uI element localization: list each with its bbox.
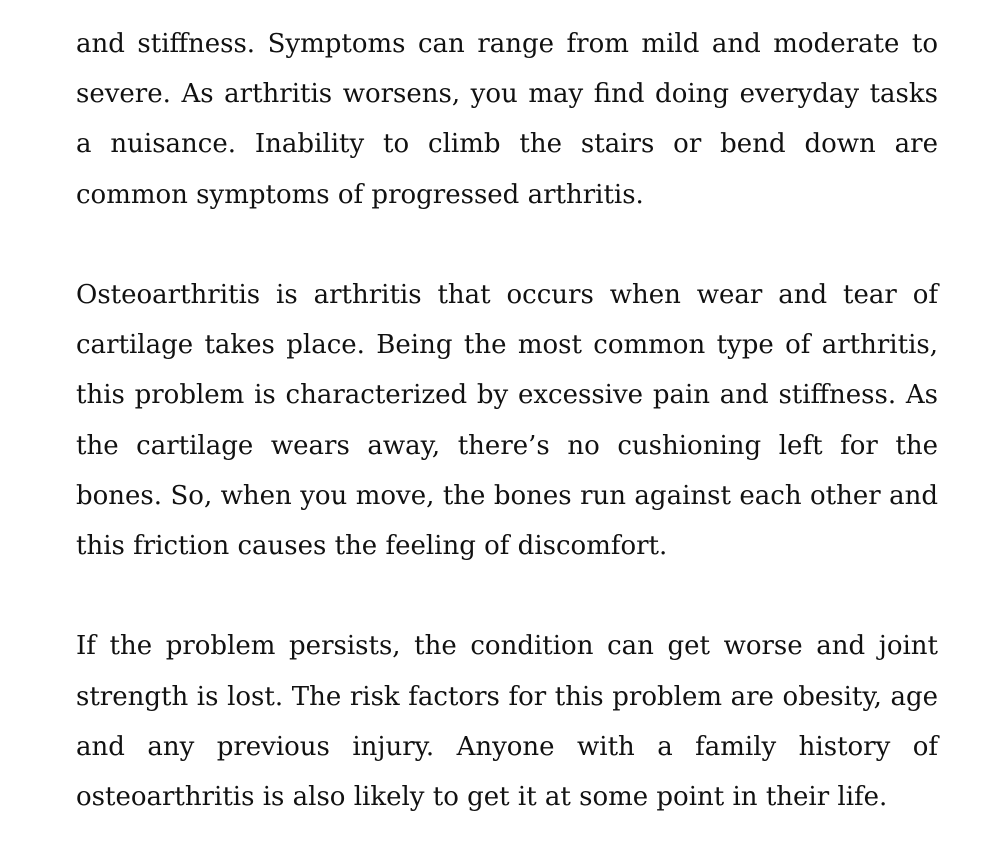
paragraph-osteoarthritis: Osteoarthritis is arthritis that occurs when wear and tear of cartilage takes place. Being the most common type of arthritis, this problem is characterized by excessive pain and stiffness. As the cartilage wears away, there’s no cushioning left for the bones. So, when you move, the bones run against each other and this friction causes the feeling of discomfort. (76, 280, 938, 562)
paragraph-symptoms: and stiffness. Symptoms can range from mild and moderate to severe. As arthritis worsens, you may find doing everyday tasks a nuisance. Inability to climb the stairs or bend down are common symptoms of progressed arthritis. (76, 29, 938, 210)
paragraph-risk-factors: If the problem persists, the condition can get worse and joint strength is lost. The risk factors for this problem are obesity, age and any previous injury. Anyone with a family history of osteoarthritis is also likely to get it at some point in their life. (76, 631, 938, 813)
article-body (76, 19, 938, 822)
